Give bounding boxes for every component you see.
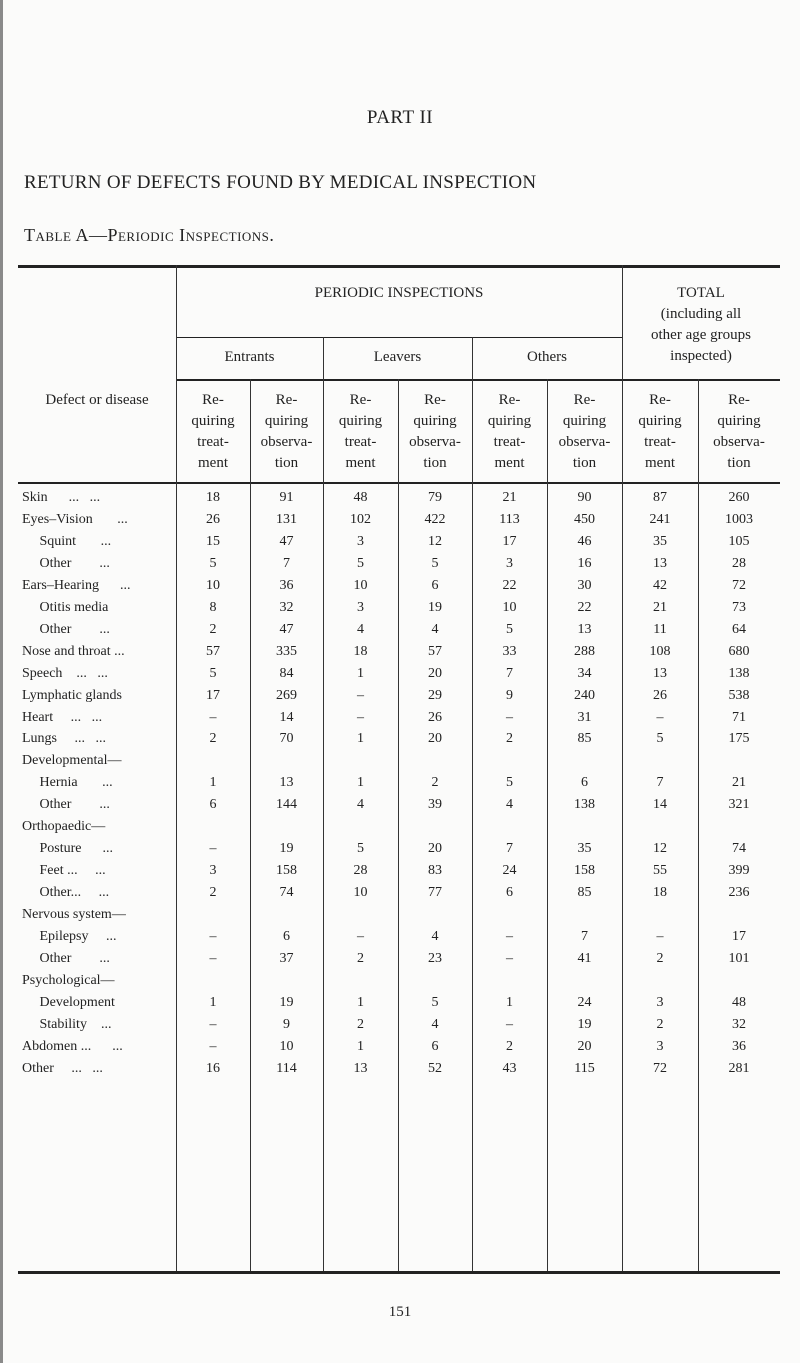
table-cell: 37 [279,950,294,966]
table-cell: 85 [577,731,592,747]
defect-label: Epilepsy ... [22,929,117,944]
table-cell: – [209,841,217,857]
table-cell: 19 [577,1016,592,1032]
table-cell: 46 [577,533,592,549]
defect-label: Otitis media [22,599,109,615]
table-cell: – [209,1038,217,1054]
table-cell: 72 [732,577,746,593]
table-cell: 18 [206,490,220,505]
table-row [18,819,780,841]
table-cell: 33 [502,643,517,659]
table-cell: 85 [577,885,592,901]
defect-label: Lungs ... ... [22,731,106,747]
table-cell: 32 [279,599,294,615]
table-cell: 30 [577,577,592,593]
defect-label: Development [22,994,115,1010]
defect-label: Lymphatic glands [22,687,122,703]
table-cell: – [506,929,513,944]
table-cell: 12 [653,841,667,857]
table-cell: 20 [577,1038,592,1054]
subheading-line: Re- [202,392,224,408]
table-row [18,885,780,907]
table-row [18,973,780,995]
table-cell: 84 [279,665,294,681]
page-edge [0,0,3,1363]
subheading-line: Re- [498,392,521,408]
defect-label: Developmental— [22,753,122,769]
table-cell: 19 [279,994,294,1010]
table-cell: – [357,929,364,944]
table-cell: 52 [428,1060,442,1076]
requiring-observation-heading [250,390,323,474]
table-cell: 55 [653,863,667,879]
subheading-line: Re- [424,392,446,408]
table-cell: 1 [357,731,364,747]
table-cell: 6 [431,1038,439,1054]
table-cell: 175 [728,731,750,747]
table-cell: 7 [283,555,290,571]
subheading-line: Re- [349,392,372,408]
requiring-treatment-heading [622,390,698,474]
entrants-heading: Entrants [224,349,275,365]
periodic-inspections-heading: PERIODIC INSPECTIONS [314,285,484,301]
group-rule [176,337,622,338]
subheading-line: quiring [413,413,457,429]
defect-label: Other ... [22,950,110,966]
table-row [18,644,780,666]
defect-label: Orthopaedic— [22,819,106,835]
table-cell: 13 [653,665,667,681]
defect-label: Skin ... ... [22,490,101,505]
defect-label: Eyes–Vision ... [22,511,128,527]
table-cell: 3 [656,1038,664,1054]
table-cell: 17 [502,533,517,549]
subheading-line: Re- [649,392,671,408]
subheading-line: treat- [344,434,377,450]
subheading-line: observa- [260,434,313,450]
table-cell: 29 [428,687,442,703]
table-cell: 24 [577,994,592,1010]
table-cell: – [209,709,217,725]
table-row [18,841,780,863]
table-cell: 72 [653,1060,667,1076]
subheading-line: quiring [191,413,235,429]
table-cell: 26 [206,511,220,527]
table-cell: 90 [577,490,592,505]
table-cell: 144 [276,797,297,813]
table-cell: 23 [428,950,442,966]
subheading-line: observa- [558,434,611,450]
table-bottom-rule [18,1271,780,1274]
table-cell: 15 [206,533,220,549]
table-cell: 9 [283,1016,290,1032]
table-cell: 538 [728,687,750,703]
table-cell: 17 [732,929,746,944]
total-heading [622,283,780,367]
part-heading: PART II [366,107,434,128]
table-cell: 4 [357,797,364,813]
table-row [18,534,780,556]
table-cell: 19 [428,599,442,615]
table-row [18,929,780,951]
table-cell: 17 [206,687,220,703]
table-row [18,556,780,578]
table-cell: 31 [577,709,592,725]
table-cell: 8 [209,599,217,615]
subheading-line: treat- [197,434,229,450]
defect-label: Nervous system— [22,907,126,923]
table-cell: 3 [357,599,364,615]
requiring-observation-heading [398,390,472,474]
table-cell: – [357,687,364,703]
table-cell: 1 [357,1038,364,1054]
defect-label: Hernia ... [22,775,113,791]
table-cell: 450 [574,511,595,527]
table-cell: 12 [428,533,442,549]
defect-label: Squint ... [22,533,112,549]
table-cell: 105 [728,533,750,549]
table-cell: 4 [431,1016,439,1032]
table-cell: 20 [428,665,442,681]
table-cell: 64 [732,621,746,637]
subheading-line: quiring [638,413,682,429]
table-cell: 10 [206,577,220,593]
table-cell: 7 [506,841,513,857]
subheading-line: ment [494,455,525,471]
table-cell: 7 [506,665,513,681]
table-cell: 321 [728,797,750,813]
subheading-line: Re- [728,392,750,408]
table-cell: 281 [728,1060,750,1076]
defect-label: Other ... [22,621,110,637]
table-cell: 13 [577,621,592,637]
table-cell: 5 [209,665,217,681]
table-cell: 21 [653,599,667,615]
table-cell: 48 [353,490,368,505]
table-cell: 10 [279,1038,294,1054]
subheading-line: treat- [493,434,526,450]
table-cell: 3 [357,533,364,549]
defect-label: Abdomen ... ... [22,1038,123,1054]
table-cell: 9 [506,687,513,703]
table-cell: 20 [428,731,442,747]
table-cell: 32 [732,1016,746,1032]
subheading-line: ment [645,455,675,471]
table-row [18,731,780,753]
table-cell: 73 [732,599,746,615]
table-cell: 108 [649,643,671,659]
table-cell: – [209,1016,217,1032]
table-cell: 79 [428,490,442,505]
requiring-observation-heading [698,390,780,474]
total-heading-line: TOTAL [677,285,725,301]
table-cell: 48 [732,994,746,1010]
table-cell: – [506,950,513,966]
table-cell: 3 [506,555,513,571]
table-cell: 2 [506,1038,513,1054]
table-cell: 2 [656,950,664,966]
subheading-line: ment [345,455,376,471]
table-cell: 1 [209,775,217,791]
table-cell: 1 [357,994,364,1010]
table-cell: – [656,929,664,944]
defect-label: Other ... ... [22,1060,103,1076]
table-cell: 35 [577,841,592,857]
table-row [18,995,780,1017]
table-row [18,512,780,534]
table-cell: 83 [428,863,442,879]
table-cell: 422 [424,511,446,527]
table-cell: 115 [574,1060,595,1076]
table-cell: 2 [357,950,364,966]
table-cell: 5 [357,841,364,857]
table-cell: – [209,950,217,966]
table-row [18,1039,780,1061]
subheading-line: quiring [562,413,607,429]
table-row [18,753,780,775]
table-cell: 36 [732,1038,746,1054]
table-cell: 241 [649,511,671,527]
table-cell: 269 [276,687,297,703]
table-cell: 101 [728,950,750,966]
page-title: RETURN OF DEFECTS FOUND BY MEDICAL INSPECTION [24,172,537,193]
table-row [18,1061,780,1083]
table-cell: 71 [732,709,746,725]
table-cell: – [656,709,664,725]
table-row [18,578,780,600]
table-cell: 6 [431,577,439,593]
requiring-treatment-heading [323,390,398,474]
table-cell: – [357,709,364,725]
table-cell: 21 [732,775,746,791]
table-row [18,490,780,512]
table-cell: 5 [506,621,513,637]
table-cell: 18 [353,643,368,659]
subheading-line: ment [198,455,228,471]
table-cell: 6 [581,775,588,791]
table-cell: 13 [653,555,667,571]
table-cell: – [506,1016,513,1032]
subheading-line: quiring [487,413,532,429]
table-cell: 47 [279,533,294,549]
subheading-line: tion [423,455,447,471]
table-cell: 2 [506,731,513,747]
table-row [18,863,780,885]
table-cell: 3 [209,863,217,879]
table-row [18,688,780,710]
defect-label: Speech ... ... [22,665,108,681]
total-heading-line: other age groups [651,327,751,343]
table-row [18,775,780,797]
header-bottom-rule [18,482,780,484]
defect-column-heading: Defect or disease [45,392,149,408]
defect-label: Feet ... ... [22,863,106,879]
table-cell: 1003 [725,511,753,527]
table-cell: 57 [428,643,442,659]
table-cell: 5 [431,994,439,1010]
table-cell: 16 [577,555,592,571]
others-heading: Others [527,349,567,365]
table-cell: 102 [350,511,371,527]
table-cell: 26 [428,709,442,725]
table-cell: 5 [209,555,217,571]
table-cell: 5 [506,775,513,791]
table-cell: 2 [209,621,217,637]
table-row [18,907,780,929]
table-row [18,666,780,688]
table-cell: 42 [653,577,667,593]
table-cell: 680 [728,643,750,659]
requiring-observation-heading [547,390,622,474]
table-top-rule [18,265,780,268]
table-cell: 18 [653,885,667,901]
leavers-heading: Leavers [373,349,422,365]
table-cell: 87 [653,490,667,505]
subheading-line: tion [274,455,299,471]
table-cell: 77 [428,885,442,901]
table-cell: 158 [276,863,297,879]
table-cell: – [506,709,513,725]
table-row [18,797,780,819]
table-cell: 2 [209,731,217,747]
defect-label: Nose and throat ... [22,643,125,659]
defect-label: Other ... [22,555,110,571]
requiring-treatment-heading [176,390,250,474]
table-cell: 4 [431,929,439,944]
table-cell: 21 [502,490,517,505]
defect-label: Psychological— [22,972,115,988]
table-cell: 158 [574,863,595,879]
table-cell: 13 [353,1060,368,1076]
table-cell: – [209,929,217,944]
table-cell: 5 [431,555,439,571]
table-cell: 36 [279,577,294,593]
table-cell: 1 [357,775,364,791]
table-cell: 57 [206,643,220,659]
table-cell: 10 [353,885,368,901]
table-cell: 240 [574,687,595,703]
table-cell: 7 [581,929,588,944]
table-cell: 43 [502,1060,517,1076]
table-cell: 35 [653,533,667,549]
table-cell: 16 [206,1060,220,1076]
defect-label: Stability ... [22,1016,112,1032]
table-row [18,622,780,644]
table-cell: 4 [506,797,513,813]
table-cell: 131 [276,511,297,527]
table-cell: 2 [357,1016,364,1032]
table-cell: 6 [283,929,290,944]
table-cell: 14 [279,709,294,725]
defect-label: Ears–Hearing ... [22,577,131,593]
table-cell: 4 [431,621,439,637]
table-cell: 34 [577,665,592,681]
defect-label: Other... ... [22,885,110,901]
table-cell: 19 [279,841,294,857]
defect-label: Posture ... [22,841,113,857]
table-cell: 91 [279,490,294,505]
table-row [18,1017,780,1039]
table-cell: 113 [499,511,520,527]
table-cell: 14 [653,797,667,813]
table-cell: 335 [276,643,297,659]
table-cell: 399 [728,863,750,879]
subheading-line: tion [727,455,751,471]
table-cell: 6 [209,797,217,813]
table-cell: 28 [353,863,368,879]
table-cell: 10 [502,599,517,615]
table-cell: 10 [353,577,368,593]
table-cell: 6 [506,885,513,901]
table-cell: 114 [276,1060,297,1076]
table-cell: 7 [656,775,664,791]
page-number: 151 [388,1304,412,1320]
table-cell: 138 [728,665,750,681]
table-cell: 138 [574,797,595,813]
table-cell: 2 [431,775,439,791]
subheading-line: Re- [275,392,298,408]
subheading-line: observa- [713,434,765,450]
table-cell: 74 [279,885,294,901]
subheading-line: quiring [338,413,383,429]
subheading-line: Re- [573,392,596,408]
table-cell: 236 [728,885,750,901]
defects-table [18,265,780,1275]
table-cell: 3 [656,994,664,1010]
table-cell: 2 [656,1016,664,1032]
defect-label: Heart ... ... [22,709,103,725]
table-cell: 22 [502,577,517,593]
subheading-line: observa- [409,434,461,450]
subheading-line: tion [572,455,597,471]
table-row [18,951,780,973]
table-cell: 4 [357,621,364,637]
table-cell: 26 [653,687,667,703]
requiring-treatment-heading [472,390,547,474]
subheading-line: quiring [717,413,761,429]
table-cell: 22 [577,599,592,615]
table-cell: 13 [279,775,294,791]
table-cell: 5 [357,555,364,571]
table-cell: 1 [506,994,513,1010]
table-cell: 260 [728,490,750,505]
table-cell: 20 [428,841,442,857]
table-cell: 1 [209,994,217,1010]
table-cell: 47 [279,621,294,637]
table-cell: 74 [732,841,746,857]
table-cell: 28 [732,555,746,571]
defect-label: Other ... [22,797,110,813]
table-cell: 2 [209,885,217,901]
table-cell: 11 [653,621,667,637]
table-cell: 39 [428,797,442,813]
table-subtitle: Table A—Periodic Inspections. [24,225,275,245]
total-heading-line: (including all [660,306,742,322]
subheading-line: treat- [644,434,676,450]
total-heading-line: inspected) [670,348,732,364]
table-cell: 5 [656,731,664,747]
table-cell: 41 [577,950,592,966]
subheader-rule [176,379,780,381]
table-cell: 288 [574,643,595,659]
table-cell: 70 [279,731,294,747]
table-cell: 1 [357,665,364,681]
subheading-line: quiring [264,413,309,429]
table-row [18,600,780,622]
table-row [18,710,780,732]
table-cell: 24 [502,863,517,879]
